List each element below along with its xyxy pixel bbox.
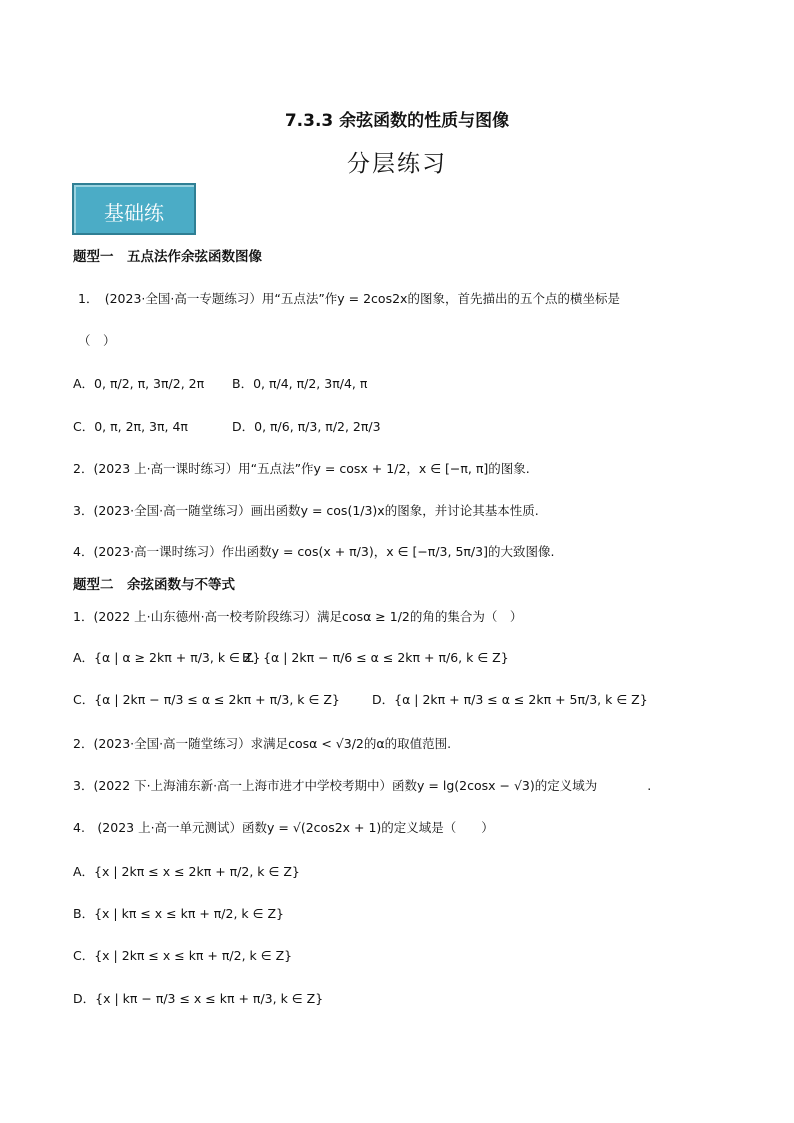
option-1-1-d: D．0, π/6, π/3, π/2, 2π/3	[232, 419, 381, 434]
question-1-1-paren: （ ）	[78, 333, 116, 348]
question-2-2: 2．(2023·全国·高一随堂练习）求满足cosα < √3/2的α的取值范围.	[73, 736, 452, 751]
option-1-1-a: A．0, π/2, π, 3π/2, 2π	[73, 376, 205, 391]
option-1-1-b: B．0, π/4, π/2, 3π/4, π	[232, 376, 368, 391]
question-1-2: 2．(2023 上·高一课时练习）用“五点法”作y = cosx + 1/2，x ∈ [−π, π]的图象.	[73, 461, 530, 476]
page-title: 7.3.3 余弦函数的性质与图像	[284, 111, 510, 131]
level-banner-label: 基础练	[104, 201, 164, 225]
question-2-4: 4. (2023 上·高一单元测试）函数y = √(2cos2x + 1)的定义域是（ ）	[73, 820, 494, 835]
question-1-3: 3．(2023·全国·高一随堂练习）画出函数y = cos(1/3)x的图象，并讨论其基本性质.	[73, 503, 539, 518]
section-heading-2: 题型二 余弦函数与不等式	[73, 577, 235, 593]
option-2-4-d: D．{x | kπ − π/3 ≤ x ≤ kπ + π/3, k ∈ Z}	[73, 991, 324, 1006]
page-subtitle: 分层练习	[347, 151, 447, 177]
question-1-4: 4．(2023·高一课时练习）作出函数y = cos(x + π/3)，x ∈ [−π/3, 5π/3]的大致图像.	[73, 544, 555, 559]
option-2-1-c: C．{α | 2kπ − π/3 ≤ α ≤ 2kπ + π/3, k ∈ Z}	[73, 692, 340, 707]
option-2-1-d: D．{α | 2kπ + π/3 ≤ α ≤ 2kπ + 5π/3, k ∈ Z}	[372, 692, 648, 707]
question-1-1: 1． (2023·全国·高一专题练习）用“五点法”作y = 2cos2x的图象，首先描出的五个点的横坐标是	[78, 291, 620, 306]
question-2-3: 3．(2022 下·上海浦东新·高一上海市进才中学校考期中）函数y = lg(2cosx − √3)的定义域为 .	[73, 778, 652, 793]
section-heading-1: 题型一 五点法作余弦函数图像	[73, 249, 262, 265]
question-2-1: 1．(2022 上·山东德州·高一校考阶段练习）满足cosα ≥ 1/2的角的集合为（ ）	[73, 609, 523, 624]
option-2-1-b: B．{α | 2kπ − π/6 ≤ α ≤ 2kπ + π/6, k ∈ Z}	[242, 650, 509, 665]
option-2-1-a: A．{α | α ≥ 2kπ + π/3, k ∈ Z}	[73, 650, 261, 665]
option-2-4-a: A．{x | 2kπ ≤ x ≤ 2kπ + π/2, k ∈ Z}	[73, 864, 300, 879]
option-2-4-b: B．{x | kπ ≤ x ≤ kπ + π/2, k ∈ Z}	[73, 906, 284, 921]
option-2-4-c: C．{x | 2kπ ≤ x ≤ kπ + π/2, k ∈ Z}	[73, 948, 293, 963]
option-1-1-c: C．0, π, 2π, 3π, 4π	[73, 419, 188, 434]
level-banner	[72, 183, 196, 235]
